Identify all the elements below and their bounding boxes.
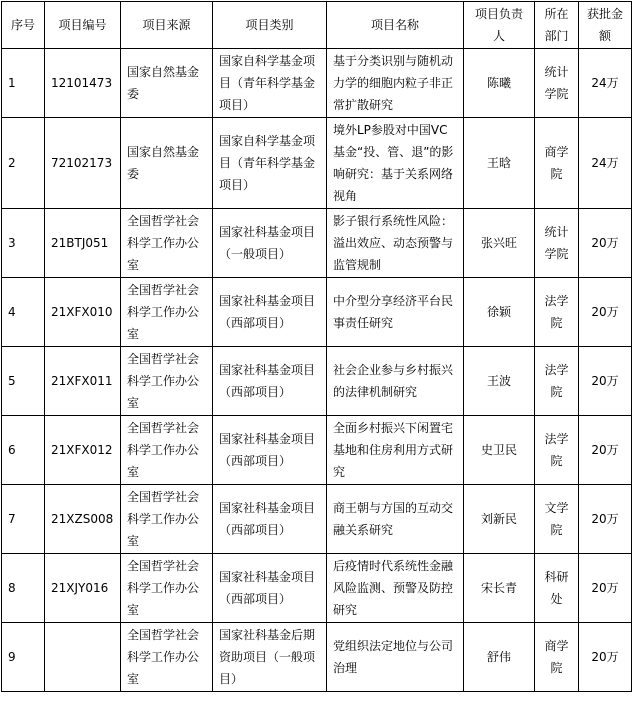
cell-index: 8 <box>2 554 45 623</box>
table-row <box>2 554 632 623</box>
header-project-source: 项目来源 <box>121 2 213 49</box>
cell-approved-amount: 20万 <box>579 209 632 278</box>
cell-project-name: 境外LP参股对中国VC基金“投、管、退”的影响研究：基于关系网络视角 <box>327 118 464 209</box>
header-project-category: 项目类别 <box>213 2 327 49</box>
header-project-leader: 项目负责人 <box>464 2 535 49</box>
cell-approved-amount: 24万 <box>579 118 632 209</box>
header-project-name: 项目名称 <box>327 2 464 49</box>
cell-project-category: 国家社科基金项目（西部项目） <box>213 554 327 623</box>
cell-project-name: 中介型分享经济平台民事责任研究 <box>327 278 464 347</box>
cell-project-source: 国家自然基金委 <box>121 49 213 118</box>
cell-project-category: 国家自科学基金项目（青年科学基金项目） <box>213 118 327 209</box>
table-row <box>2 623 632 692</box>
cell-department: 统计学院 <box>535 209 579 278</box>
cell-approved-amount: 20万 <box>579 416 632 485</box>
cell-index: 3 <box>2 209 45 278</box>
cell-approved-amount: 24万 <box>579 49 632 118</box>
cell-project-category: 国家社科基金项目（西部项目） <box>213 416 327 485</box>
cell-department: 商学院 <box>535 623 579 692</box>
cell-project-source: 全国哲学社会科学工作办公室 <box>121 347 213 416</box>
table-row <box>2 347 632 416</box>
cell-index: 6 <box>2 416 45 485</box>
cell-project-source: 国家自然基金委 <box>121 118 213 209</box>
table-row <box>2 209 632 278</box>
cell-approved-amount: 20万 <box>579 554 632 623</box>
cell-index: 2 <box>2 118 45 209</box>
cell-approved-amount: 20万 <box>579 623 632 692</box>
table-row <box>2 278 632 347</box>
cell-department: 文学院 <box>535 485 579 554</box>
cell-project-leader: 王波 <box>464 347 535 416</box>
table-header-row <box>2 2 632 49</box>
cell-project-number: 21XFX012 <box>45 416 121 485</box>
cell-project-source: 全国哲学社会科学工作办公室 <box>121 209 213 278</box>
cell-project-number: 21XJY016 <box>45 554 121 623</box>
cell-index: 7 <box>2 485 45 554</box>
header-index: 序号 <box>2 2 45 49</box>
cell-project-category: 国家社科基金项目（西部项目） <box>213 347 327 416</box>
cell-project-name: 基于分类识别与随机动力学的细胞内粒子非正常扩散研究 <box>327 49 464 118</box>
cell-approved-amount: 20万 <box>579 278 632 347</box>
cell-project-leader: 徐颖 <box>464 278 535 347</box>
table-row <box>2 118 632 209</box>
cell-project-source: 全国哲学社会科学工作办公室 <box>121 554 213 623</box>
cell-project-number <box>45 623 121 692</box>
cell-project-leader: 宋长青 <box>464 554 535 623</box>
cell-department: 法学院 <box>535 416 579 485</box>
cell-project-leader: 王晗 <box>464 118 535 209</box>
cell-project-leader: 舒伟 <box>464 623 535 692</box>
cell-project-leader: 刘新民 <box>464 485 535 554</box>
cell-project-source: 全国哲学社会科学工作办公室 <box>121 485 213 554</box>
cell-project-name: 党组织法定地位与公司治理 <box>327 623 464 692</box>
cell-project-category: 国家社科基金项目（一般项目） <box>213 209 327 278</box>
cell-project-number: 72102173 <box>45 118 121 209</box>
project-table <box>1 1 632 692</box>
cell-project-source: 全国哲学社会科学工作办公室 <box>121 623 213 692</box>
cell-index: 1 <box>2 49 45 118</box>
cell-index: 4 <box>2 278 45 347</box>
cell-project-number: 21BTJ051 <box>45 209 121 278</box>
cell-project-name: 影子银行系统性风险：溢出效应、动态预警与监管规制 <box>327 209 464 278</box>
cell-department: 法学院 <box>535 347 579 416</box>
cell-project-leader: 史卫民 <box>464 416 535 485</box>
cell-project-category: 国家自科学基金项目（青年科学基金项目） <box>213 49 327 118</box>
cell-project-category: 国家社科基金后期资助项目（一般项目） <box>213 623 327 692</box>
cell-project-leader: 张兴旺 <box>464 209 535 278</box>
cell-project-name: 后疫情时代系统性金融风险监测、预警及防控研究 <box>327 554 464 623</box>
cell-project-name: 商王朝与方国的互动交融关系研究 <box>327 485 464 554</box>
table-row <box>2 49 632 118</box>
cell-project-category: 国家社科基金项目（西部项目） <box>213 278 327 347</box>
cell-department: 统计学院 <box>535 49 579 118</box>
cell-department: 科研处 <box>535 554 579 623</box>
header-project-number: 项目编号 <box>45 2 121 49</box>
cell-department: 商学院 <box>535 118 579 209</box>
cell-department: 法学院 <box>535 278 579 347</box>
header-approved-amount: 获批金额 <box>579 2 632 49</box>
cell-project-leader: 陈曦 <box>464 49 535 118</box>
cell-project-number: 12101473 <box>45 49 121 118</box>
cell-project-name: 全面乡村振兴下闲置宅基地和住房利用方式研究 <box>327 416 464 485</box>
cell-project-number: 21XFX010 <box>45 278 121 347</box>
cell-project-source: 全国哲学社会科学工作办公室 <box>121 416 213 485</box>
table-row <box>2 485 632 554</box>
cell-project-number: 21XZS008 <box>45 485 121 554</box>
cell-approved-amount: 20万 <box>579 485 632 554</box>
cell-project-source: 全国哲学社会科学工作办公室 <box>121 278 213 347</box>
cell-project-category: 国家社科基金项目（西部项目） <box>213 485 327 554</box>
cell-project-name: 社会企业参与乡村振兴的法律机制研究 <box>327 347 464 416</box>
cell-index: 9 <box>2 623 45 692</box>
cell-index: 5 <box>2 347 45 416</box>
cell-project-number: 21XFX011 <box>45 347 121 416</box>
header-department: 所在部门 <box>535 2 579 49</box>
cell-approved-amount: 20万 <box>579 347 632 416</box>
table-row <box>2 416 632 485</box>
